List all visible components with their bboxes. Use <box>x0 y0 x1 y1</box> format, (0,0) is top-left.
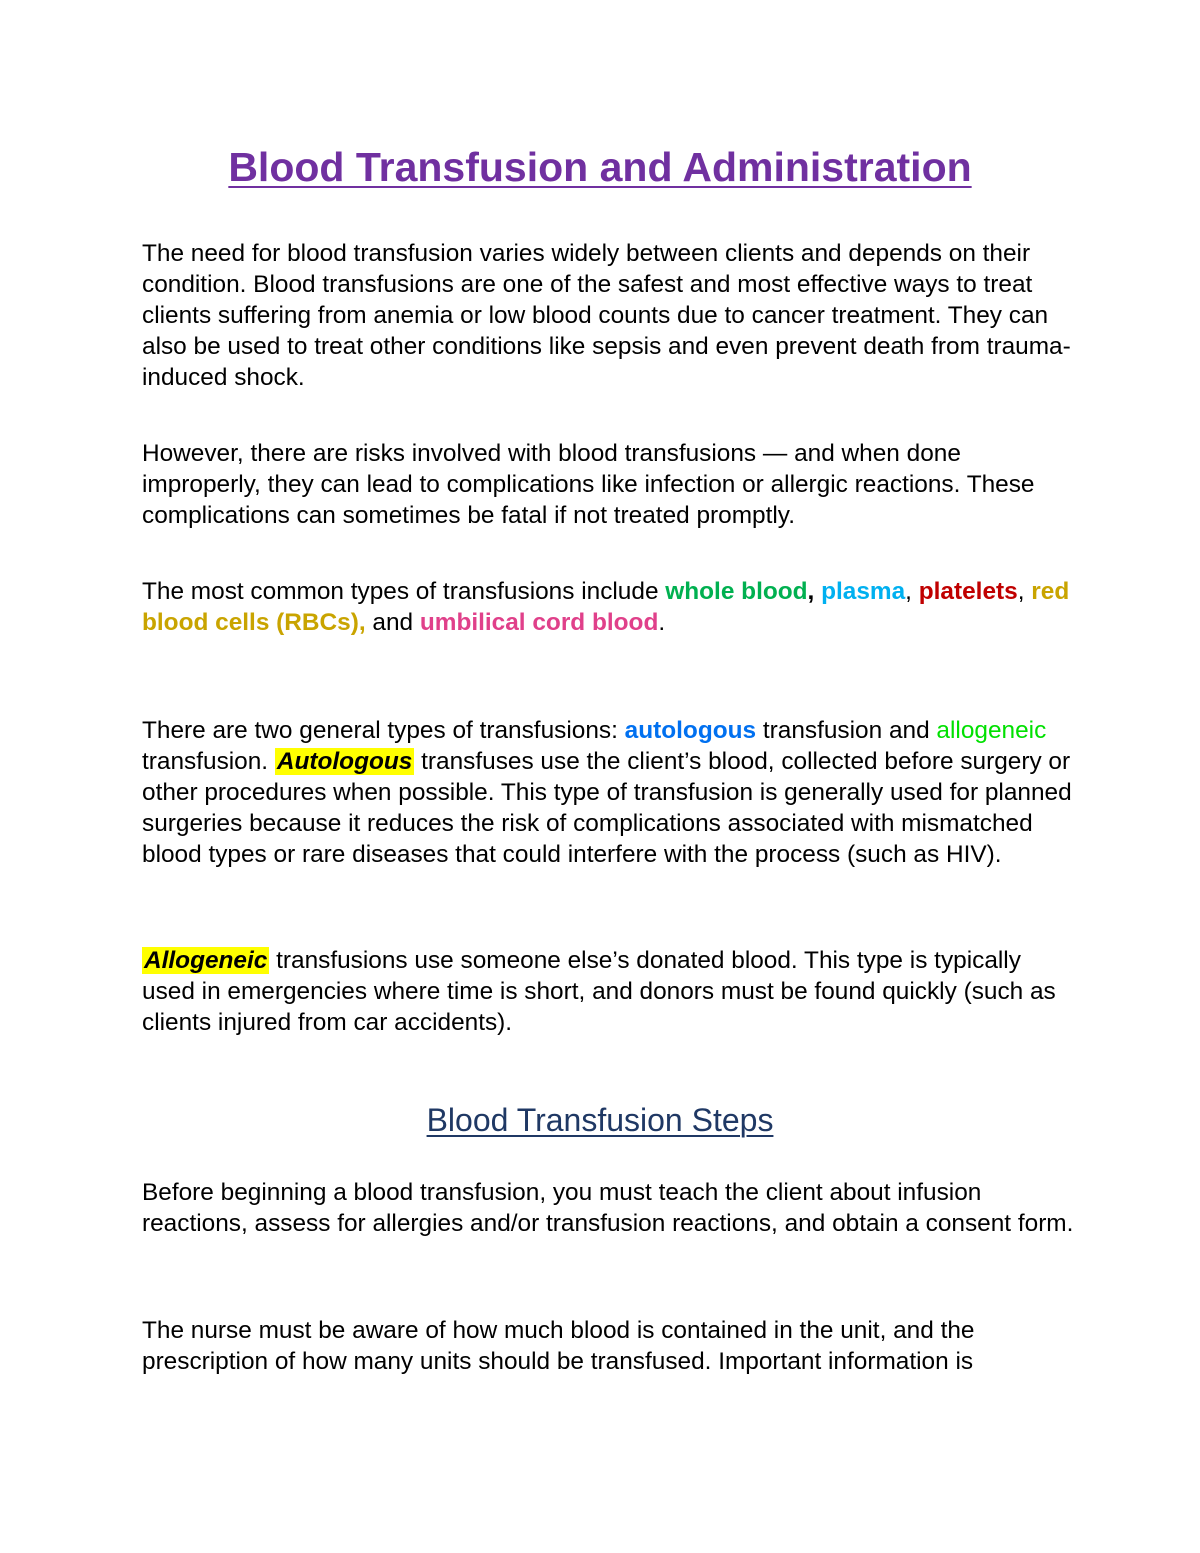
types-intro-text: The most common types of transfusions include <box>142 578 666 605</box>
autologous-description: transfuses use the client’s blood, collected before surgery or other procedures when possible. This type of transfusion is generally used for planned surgeries because it reduces the risk of complications associated with mismatched blood types or rare diseases that could interfere with the process (such as HIV). <box>142 748 1072 868</box>
paragraph-transfusion-types <box>142 576 1077 638</box>
and-text: and <box>365 609 420 636</box>
plasma-term: plasma <box>821 578 906 605</box>
paragraph-nurse-awareness: The nurse must be aware of how much blood is contained in the unit, and the prescription of how many units should be transfused. Important information is <box>142 1317 975 1375</box>
separator-text: , <box>905 578 919 605</box>
paragraph-allogeneic <box>142 945 1077 1038</box>
paragraph-risks: However, there are risks involved with blood transfusions — and when done improperly, they can lead to complications like infection or allergic reactions. These complications can sometimes be fatal if not treated promptly. <box>142 440 1035 529</box>
separator-text: , <box>807 578 822 605</box>
autologous-term: autologous <box>624 717 757 744</box>
whole-blood-term: whole blood <box>665 578 808 605</box>
allogeneic-highlight: Allogeneic <box>144 947 268 974</box>
paragraph-before-transfusion: Before beginning a blood transfusion, you must teach the client about infusion reactions, assess for allergies and/or transfusion reactions, and obtain a consent form. <box>142 1179 1074 1237</box>
platelets-term: platelets <box>918 578 1018 605</box>
transfusion-and-text: transfusion and <box>756 717 937 744</box>
red-blood-cells-term: red blood cells (RBCs), <box>142 578 1070 636</box>
end-text: . <box>658 609 666 636</box>
paragraph-autologous-allogeneic <box>142 715 1077 870</box>
paragraph-intro: The need for blood transfusion varies widely between clients and depends on their condition. Blood transfusions are one of the safest and most effective ways to treat clients suffering from anemia or low blood counts due to cancer treatment. They can also be used to treat other conditions like sepsis and even prevent death from trauma-induced shock. <box>142 240 1071 391</box>
umbilical-cord-blood-term: umbilical cord blood <box>419 609 659 636</box>
separator-text: , <box>1017 578 1032 605</box>
page-title: Blood Transfusion and Administration <box>228 144 972 190</box>
allogeneic-description: transfusions use someone else’s donated blood. This type is typically used in emergencies where time is short, and donors must be found quickly (such as clients injured from car accidents). <box>142 947 1056 1036</box>
transfusion-text: transfusion. <box>142 748 275 775</box>
allogeneic-term: allogeneic <box>936 717 1047 744</box>
section-heading-steps: Blood Transfusion Steps <box>426 1102 774 1138</box>
general-types-intro-text: There are two general types of transfusions: <box>142 717 625 744</box>
autologous-highlight: Autologous <box>276 748 413 775</box>
